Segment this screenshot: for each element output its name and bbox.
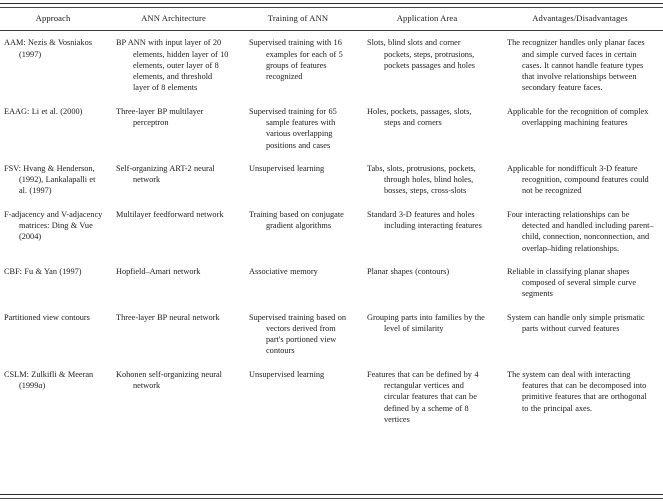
table-bottom-rule	[0, 494, 663, 499]
table-row	[0, 100, 663, 157]
cell-text: EAAG: Li et al. (2000)	[4, 106, 83, 116]
cell-text: Supervised training with 16 examples for each of 5 groups of features recognized	[249, 38, 343, 82]
cell-advantages	[497, 31, 663, 99]
column-header-training-of-ann: Training of ANN	[267, 12, 329, 23]
cell-text: FSV: Hvang & Henderson, (1992), Lankalapalli et al. (1997)	[4, 163, 96, 196]
table-row	[0, 306, 663, 363]
cell-training	[239, 306, 357, 363]
cell-text: Slots, blind slots and corner pockets, steps, protrusions, pockets passages and holes	[367, 38, 475, 70]
cell-text: CSLM: Zulkifli & Meeran (1999a)	[4, 369, 94, 391]
cell-architecture	[110, 31, 239, 99]
column-header-application-area: Application Area	[396, 12, 458, 23]
table-row	[0, 260, 663, 306]
cell-text: Multilayer feedforward network	[116, 209, 224, 219]
header-row	[0, 8, 663, 31]
cell-training	[239, 363, 357, 431]
cell-text: Applicable for nondifficult 3-D feature recognition, compound features could not be recognized	[507, 163, 649, 196]
ann-approaches-table-body	[0, 31, 663, 431]
cell-approach	[0, 260, 110, 306]
cell-text: Training based on conjugate gradient algorithms	[249, 209, 344, 230]
cell-advantages	[497, 157, 663, 203]
column-header-approach: Approach	[35, 12, 71, 23]
cell-approach	[0, 203, 110, 260]
cell-text: Planar shapes (contours)	[367, 266, 450, 276]
cell-advantages	[497, 260, 663, 306]
cell-text: BP ANN with input layer of 20 elements, hidden layer of 10 elements, outer layer of 8 elements, and threshold layer of 8 elements	[116, 38, 229, 93]
cell-text: The system can deal with interacting features that can be decomposed into primitive features that are orthogonal to the principal axes.	[507, 369, 647, 413]
table-row	[0, 31, 663, 99]
cell-text: Three-layer BP multilayer perceptron	[116, 106, 204, 127]
cell-approach	[0, 157, 110, 203]
cell-training	[239, 203, 357, 260]
cell-approach	[0, 306, 110, 363]
cell-text: CBF: Fu & Yan (1997)	[4, 266, 82, 276]
cell-text: Partitioned view contours	[4, 312, 90, 322]
table-row	[0, 363, 663, 431]
column-header-ann-architecture: ANN Architecture	[141, 12, 206, 23]
cell-text: Grouping parts into families by the level of similarity	[367, 312, 485, 333]
cell-training	[239, 31, 357, 99]
cell-application	[357, 363, 497, 431]
cell-application	[357, 203, 497, 260]
cell-advantages	[497, 306, 663, 363]
table-header	[0, 8, 663, 31]
cell-application	[357, 306, 497, 363]
cell-application	[357, 31, 497, 99]
cell-text: System can handle only simple prismatic parts without curved features	[507, 312, 645, 333]
cell-text: Standard 3-D features and holes including interacting features	[367, 209, 482, 230]
cell-application	[357, 100, 497, 157]
cell-text: Supervised training for 65 sample features with various overlapping positions and cases	[249, 106, 337, 150]
cell-training	[239, 157, 357, 203]
cell-architecture	[110, 260, 239, 306]
cell-text: Unsupervised learning	[249, 369, 325, 379]
cell-application	[357, 157, 497, 203]
cell-text: F-adjacency and V-adjacency matrices: Ding & Vue (2004)	[4, 209, 103, 242]
cell-approach	[0, 31, 110, 99]
table-row	[0, 203, 663, 260]
cell-advantages	[497, 363, 663, 431]
table-row	[0, 157, 663, 203]
cell-text: Four interacting relationships can be detected and handled including parent–child, connection, nonconnection, and overlap–hiding relationships.	[507, 209, 654, 253]
table-container	[0, 3, 663, 499]
cell-text: Supervised training based on vectors derived from part's portioned view contours	[249, 312, 346, 356]
cell-text: Associative memory	[249, 266, 318, 276]
cell-architecture	[110, 203, 239, 260]
column-header-advantages-disadvantages: Advantages/Disadvantages	[532, 12, 628, 23]
cell-text: Hopfield–Amari network	[116, 266, 201, 276]
table-body	[0, 31, 663, 431]
cell-application	[357, 260, 497, 306]
cell-text: Reliable in classifying planar shapes composed of several simple curve segments	[507, 266, 637, 299]
cell-text: Features that can be defined by 4 rectangular vertices and circular features that can be defined by a scheme of 8 vertices	[367, 369, 479, 424]
cell-architecture	[110, 157, 239, 203]
ann-approaches-table	[0, 8, 663, 31]
cell-approach	[0, 100, 110, 157]
cell-text: Applicable for the recognition of complex overlapping machining features	[507, 106, 649, 127]
cell-architecture	[110, 306, 239, 363]
cell-text: AAM: Nezis & Vosniakos (1997)	[4, 38, 92, 59]
cell-training	[239, 260, 357, 306]
citation-letter-suffix: a	[38, 381, 43, 391]
cell-approach	[0, 363, 110, 431]
cell-text: The recognizer handles only planar faces and simple curved faces in certain cases. It cannot handle feature types that involve relationships between secondary feature faces.	[507, 38, 645, 93]
cell-training	[239, 100, 357, 157]
cell-architecture	[110, 100, 239, 157]
cell-advantages	[497, 203, 663, 260]
cell-text: Three-layer BP neural network	[116, 312, 220, 322]
cell-text: Kohonen self-organizing neural network	[116, 369, 222, 391]
cell-architecture	[110, 363, 239, 431]
cell-text: Tabs, slots, protrusions, pockets, through holes, blind holes, bosses, steps, cross-slots	[367, 163, 476, 196]
cell-advantages	[497, 100, 663, 157]
cell-text: Holes, pockets, passages, slots, steps and corners	[367, 106, 472, 127]
cell-text: Unsupervised learning	[249, 163, 325, 173]
cell-text: Self-organizing ART-2 neural network	[116, 163, 215, 185]
